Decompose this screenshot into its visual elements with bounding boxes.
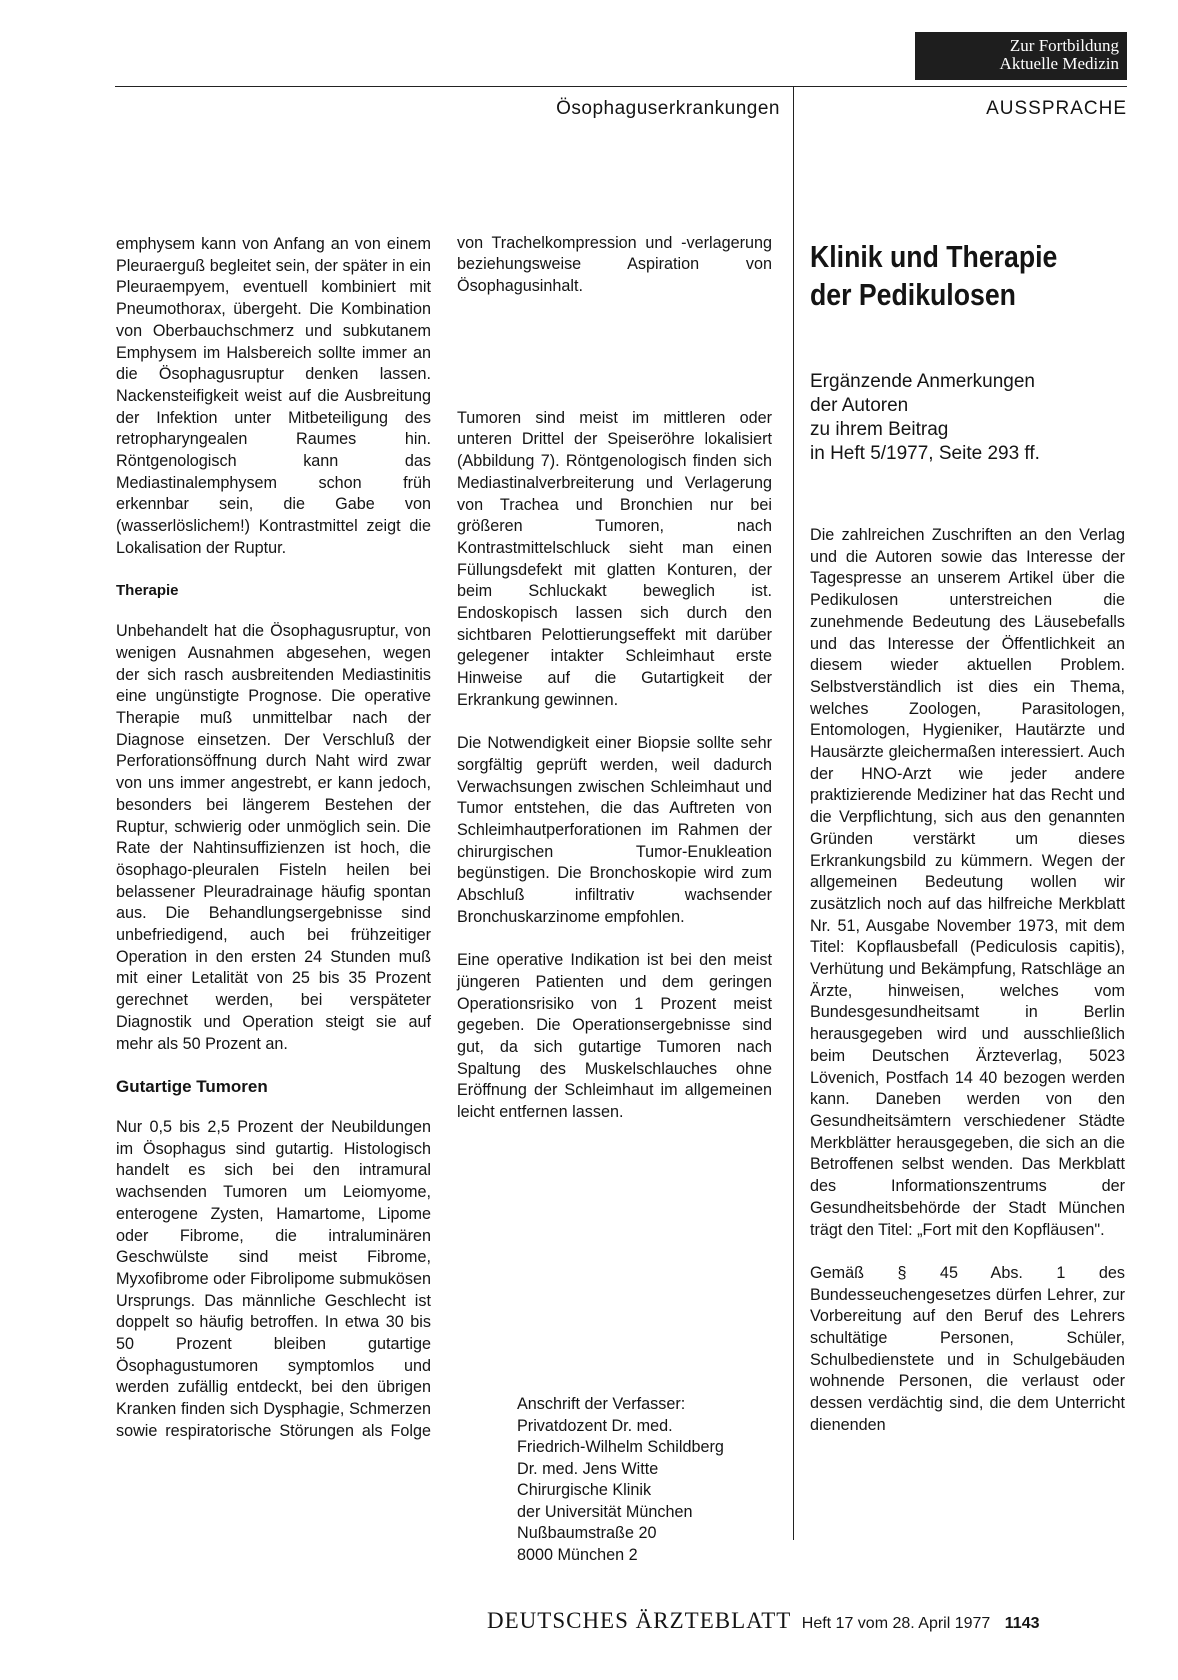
paragraph-continuation — [457, 234, 772, 386]
right-article-column — [810, 525, 1125, 1458]
heading-gutartige-tumoren: Gutartige Tumoren — [116, 1076, 268, 1096]
paragraph: emphysem kann von Anfang an von einem Pleuraerguß begleitet sein, der später in ein Pleuraempyem, eventuell kombiniert mit Pneumothorax, übergeht. Die Kombination von Oberbauchschmerz und subkutanem Emphysem im Halsbereich sollte immer an die Ösophagusruptur denken lassen. Nackensteifigkeit weist auf die Ausbreitung der Infektion unter Mitbeteiligung des retropharyngealen Raumes hin. Röntgenologisch kann das Mediastinalemphysem schon früh erkennbar sein, die Gabe von (wasserlöslichem!) Kontrastmittel zeigt die Lokalisation der Ruptur. — [116, 235, 431, 557]
subtitle-line: der Autoren — [810, 395, 909, 416]
heading-therapie: Therapie — [116, 582, 179, 600]
address-line: Privatdozent Dr. med. — [517, 1416, 673, 1435]
title-line: Klinik und Therapie — [810, 239, 1058, 274]
page-footer — [487, 1608, 1127, 1634]
paragraph: Nur 0,5 bis 2,5 Prozent der Neubildungen im Ösophagus sind gutartig. Histologisch handelt es sich bei den intramural wachsenden Tumoren um Leiomyome, enterogene Zysten, Hamartome, Lipome oder Fibrome, die intraluminären Geschwülste sind meist Fibrome, Myxofibrome oder Fibrolipome submukösen Ursprungs. Das männliche Geschlecht ist doppelt so häufig betroffen. In etwa 30 bis 50 Prozent bleiben gutartige Ösophagustumoren symptomlos und werden zufällig entdeckt, bei den übrigen Kranken finden sich Dysphagie, Schmerzen sowie respiratorische Störungen als Folge — [116, 1117, 431, 1440]
subtitle-line: zu ihrem Beitrag — [810, 419, 949, 440]
paragraph: Die Notwendigkeit einer Biopsie sollte sehr sorgfältig geprüft werden, weil dadurch Verwachsungen zwischen Schleimhaut und Tumor entstehen, die das Auftreten von Schleimhautperforationen im Rahmen der chirurgischen Tumor-Enukleation begünstigen. Die Bronchoskopie wird zum Abschluß infiltrativ wachsender Bronchuskarzinome empfohlen. — [457, 734, 772, 926]
badge-line-2: Aktuelle Medizin — [999, 54, 1119, 73]
paragraph: Die zahlreichen Zuschriften an den Verlag und die Autoren sowie das Interesse der Tagespresse an unserem Artikel über die Pedikulosen unterstreichen die zunehmende Bedeutung des Läusebefalls und das Interesse der Öffentlichkeit an diesem wieder aktuellen Problem. Selbstverständlich ist dies ein Thema, welches Zoologen, Parasitologen, Entomologen, Hygieniker, Hautärzte und Hausärzte gleichermaßen interessiert. Auch der HNO-Arzt wie jeder andere praktizierende Mediziner hat das Recht und die Verpflichtung, sich aus den genannten Gründen verstärkt um dieses Erkrankungsbild zu kümmern. Wegen der allgemeinen Bedeutung wollen wir zusätzlich noch auf das hilfreiche Merkblatt Nr. 51, Ausgabe November 1973, mit dem Titel: Kopflausbefall (Pediculosis capitis), Verhütung und Bekämpfung, Ratschläge an Ärzte, hinweisen, welches vom Bundesgesundheitsamt in Berlin herausgegeben wird und ausschließlich beim Deutschen Ärzteverlag, 5023 Lövenich, Postfach 14 40 bezogen werden kann. Daneben werden von den Gesundheitsämtern verschiedener Städte Merkblätter herausgegeben, die sich an die Betroffenen selbst wenden. Das Merkblatt des Informationszentrums der Gesundheitsbehörde der Stadt München trägt den Titel: „Fort mit den Kopfläusen". — [810, 526, 1125, 1239]
article-title — [810, 238, 1085, 314]
magazine-name: DEUTSCHES ÄRZTEBLATT — [487, 1608, 792, 1633]
paragraph: Gemäß § 45 Abs. 1 des Bundesseuchengesetzes dürfen Lehrer, zur Vorbereitung auf den Beruf des Lehrers schultätige Personen, Schüler, Schulbedienstete und in Schulgebäuden wohnende Personen, die verlaust oder dessen verdächtig sind, die dem Unterricht dienenden — [810, 1263, 1125, 1434]
section-badge — [915, 32, 1127, 80]
article-subtitle — [810, 370, 1130, 466]
subtitle-line: Ergänzende Anmerkungen — [810, 371, 1035, 392]
address-line: Chirurgische Klinik — [517, 1481, 652, 1499]
header-rule — [115, 86, 1127, 87]
page-number: 1143 — [1004, 1615, 1040, 1632]
left-article-column-1 — [116, 234, 431, 1444]
issue-info: Heft 17 vom 28. April 1977 — [801, 1615, 991, 1632]
author-address — [517, 1394, 797, 1566]
badge-line-1: Zur Fortbildung — [1009, 36, 1119, 55]
address-line: Dr. med. Jens Witte — [517, 1459, 659, 1478]
subtitle-line: in Heft 5/1977, Seite 293 ff. — [810, 443, 1040, 464]
address-line: Friedrich-Wilhelm Schildberg — [517, 1438, 724, 1456]
address-line: Nußbaumstraße 20 — [517, 1524, 657, 1542]
paragraph: Unbehandelt hat die Ösophagusruptur, von wenigen Ausnahmen abgesehen, wegen der sich rasch ausbreitenden Mediastinitis eine ungünstigte Prognose. Die operative Therapie muß unmittelbar nach der Diagnose einsetzen. Der Verschluß der Perforationsöffnung durch Naht wird zwar von uns immer angestrebt, er kann jedoch, besonders bei längerem Bestehen der Ruptur, schwierig oder unmöglich sein. Die Rate der Nahtinsuffizienzen ist hoch, die ösophago-pleuralen Fisteln heilen bei belassener Pleuradrainage häufig spontan aus. Die Behandlungsergebnisse sind unbefriedigend, auch bei frühzeitiger Operation in den ersten 24 Stunden muß mit einer Letalität von 25 bis 35 Prozent gerechnet werden, bei verspäteter Diagnostik und Operation steigt sie auf mehr als 50 Prozent an. — [116, 622, 431, 1053]
column-divider — [793, 86, 794, 1540]
paragraph: Tumoren sind meist im mittleren oder unteren Drittel der Speiseröhre lokalisiert (Abbildung 7). Röntgenologisch finden sich Mediastinalverbreiterung und Verlagerung von Trachea und Bronchien nur bei größeren Tumoren, nach Kontrastmittelschluck sieht man einen Füllungsdefekt mit glatten Konturen, der beim Schluckakt beweglich ist. Endoskopisch lassen sich durch den sichtbaren Pelottierungseffekt mit darüber gelegener intakter Schleimhaut erste Hinweise auf die Gutartigkeit der Erkrankung gewinnen. — [457, 408, 772, 709]
address-line: 8000 München 2 — [517, 1545, 638, 1564]
continued-text: von Trachelkompression und -verlagerung beziehungsweise Aspiration von Ösophagusinhalt. — [457, 234, 772, 295]
left-article-column-2 — [457, 234, 772, 1146]
title-line: der Pedikulosen — [810, 277, 1016, 312]
address-line: Anschrift der Verfasser: — [517, 1395, 686, 1413]
paragraph: Eine operative Indikation ist bei den meist jüngeren Patienten und dem geringen Operationsrisiko von 1 Prozent meist gegeben. Die Operationsergebnisse sind gut, da sich gutartige Tumoren nach Spaltung des Muskelschlauches ohne Eröffnung der Schleimhaut im allgemeinen leicht entfernen lassen. — [457, 951, 772, 1122]
section-title-right: AUSSPRACHE — [986, 98, 1127, 119]
address-line: der Universität München — [517, 1502, 693, 1521]
section-title-left: Ösophaguserkrankungen — [556, 98, 780, 119]
